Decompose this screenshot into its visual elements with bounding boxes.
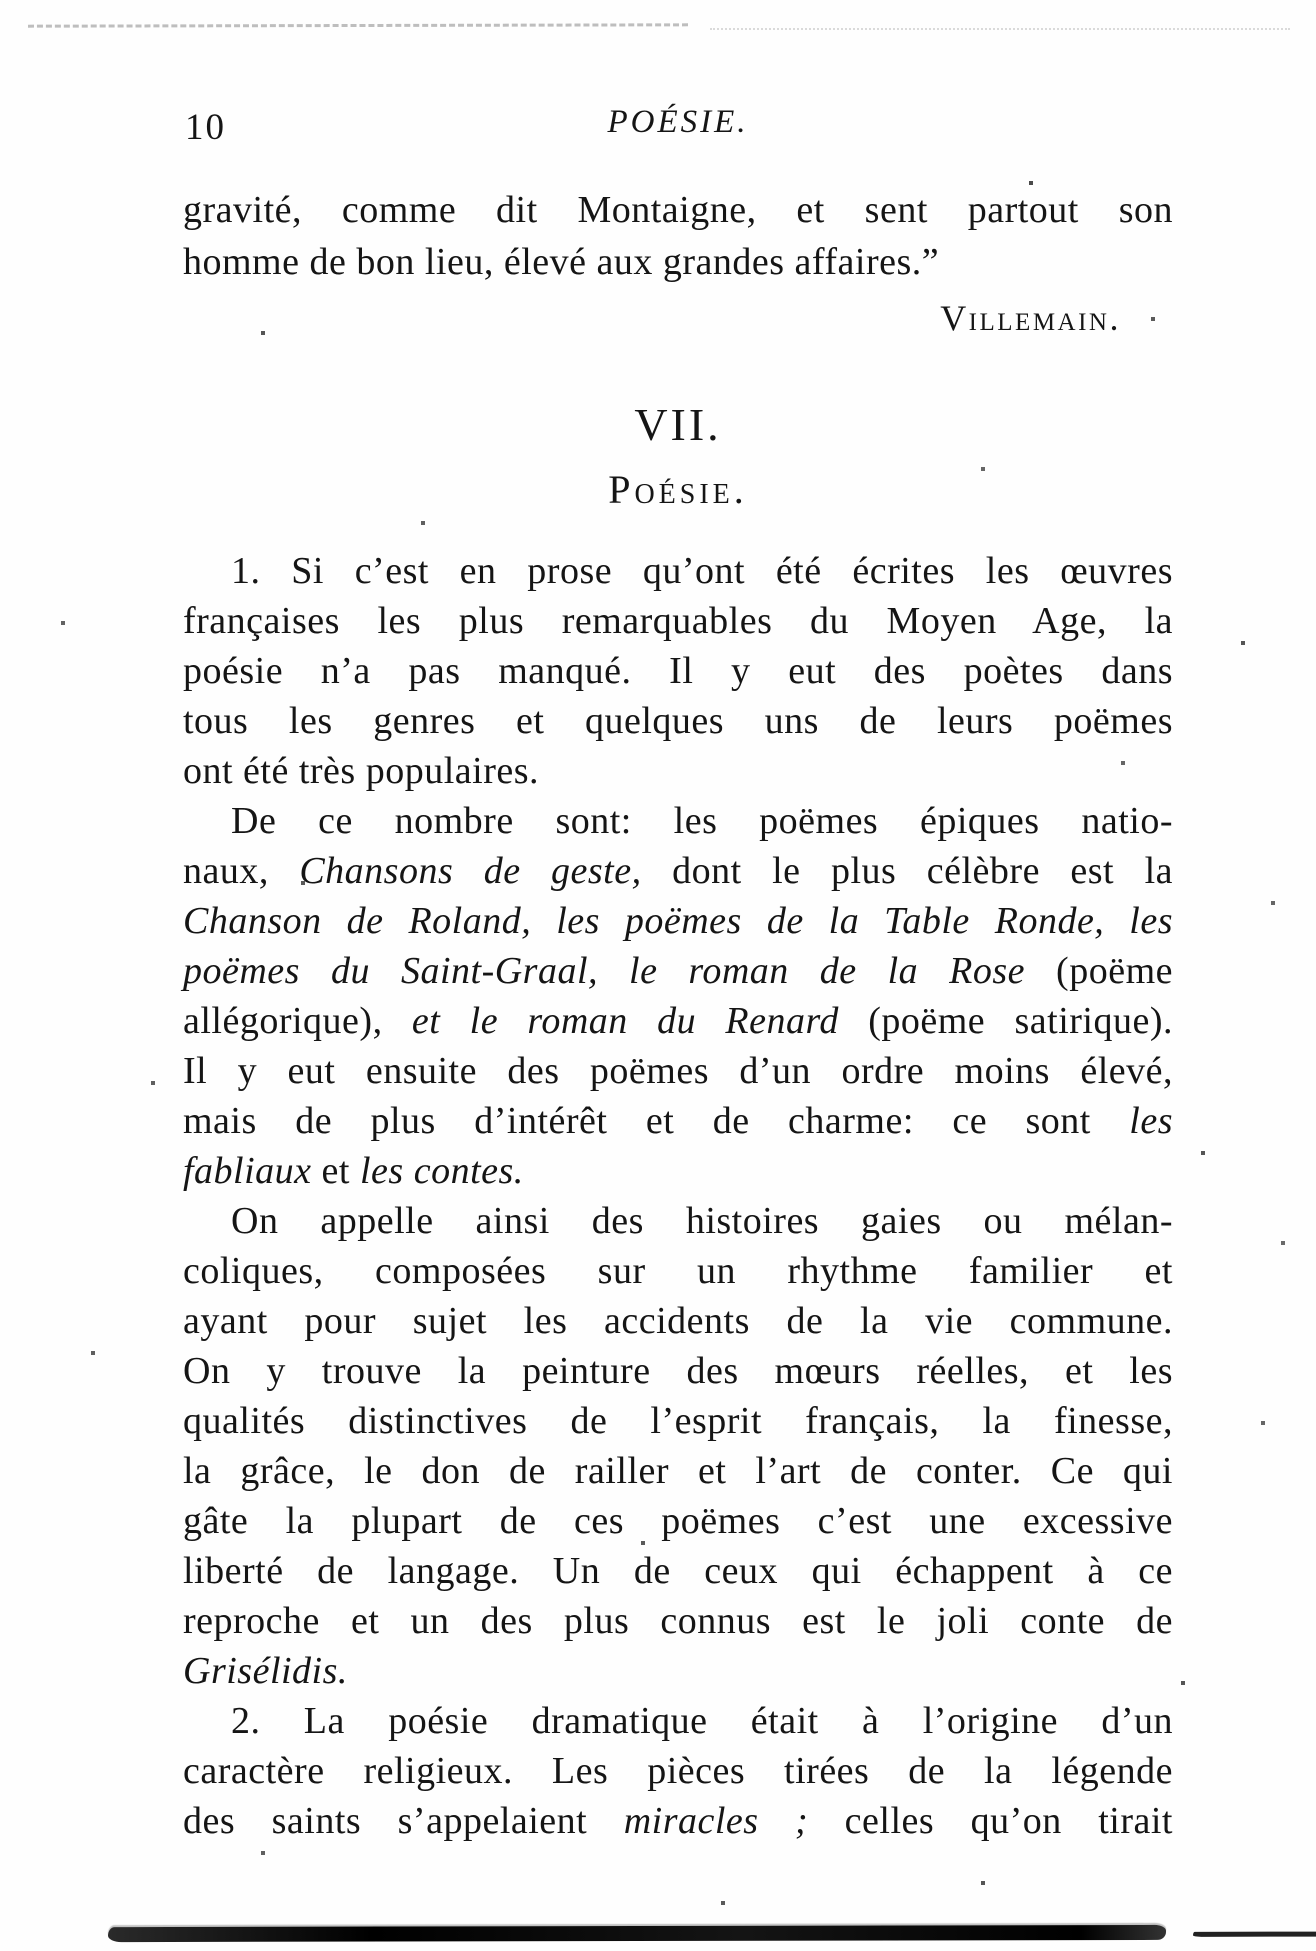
roman-text: tous les genres et quelques uns de leurs poëmes (183, 700, 1173, 742)
italic-text: les (1129, 1100, 1173, 1142)
roman-text: caractère religieux. Les pièces tirées de la légende (183, 1750, 1173, 1792)
text-line (183, 1346, 1173, 1396)
roman-text: la grâce, le don de railler et l’art de conter. Ce qui (183, 1450, 1173, 1492)
italic-text: poëmes du Saint-Graal, le roman de la Rose (183, 950, 1026, 992)
italic-text: fabliaux (183, 1150, 312, 1192)
paragraph (183, 1196, 1173, 1696)
text-line (183, 1746, 1173, 1796)
text-line (183, 1496, 1173, 1546)
roman-text: (poëme satirique). (838, 1000, 1174, 1042)
roman-text: De ce nombre sont: les poëmes épiques natio- (231, 800, 1173, 842)
text-line (183, 796, 1173, 846)
scan-edge-shadow (108, 1925, 1166, 1942)
text-line (183, 646, 1173, 696)
text-line (183, 1696, 1173, 1746)
text-line (183, 184, 1173, 236)
text-line (183, 236, 1173, 288)
italic-text: Chansons de geste, (299, 850, 642, 892)
roman-text: coliques, composées sur un rhythme familier et (183, 1250, 1173, 1292)
roman-text: 2. La poésie dramatique était à l’origine d’un (231, 1700, 1173, 1742)
roman-text: liberté de langage. Un de ceux qui échappent à ce (183, 1550, 1173, 1592)
text-line (183, 1396, 1173, 1446)
roman-text: mais de plus d’intérêt et de charme: ce sont (183, 1100, 1130, 1142)
paragraph (183, 1696, 1173, 1846)
page-header (183, 104, 1173, 148)
page-number: 10 (185, 107, 226, 148)
text-line (183, 696, 1173, 746)
quote-attribution: Villemain. (940, 298, 1121, 338)
scan-artifact-line (710, 28, 1290, 30)
italic-text: les contes. (359, 1150, 524, 1192)
roman-text: 1. Si c’est en prose qu’ont été écrites les œuvres (231, 550, 1173, 592)
section-numeral: VII. (634, 399, 722, 450)
roman-text: qualités distinctives de l’esprit français, la finesse, (183, 1400, 1173, 1442)
roman-text: homme de bon lieu, élevé aux grandes affaires.” (183, 241, 940, 283)
roman-text: On y trouve la peinture des mœurs réelles, et les (183, 1350, 1173, 1392)
roman-text: et (311, 1150, 360, 1192)
italic-text: Grisélidis. (183, 1650, 348, 1692)
roman-text: dont le plus célèbre est la (641, 850, 1173, 892)
text-line (183, 596, 1173, 646)
roman-text: françaises les plus remarquables du Moyen Age, la (183, 600, 1173, 642)
text-line (183, 1096, 1173, 1146)
roman-text: celles qu’on tirait (808, 1800, 1173, 1842)
roman-text: ayant pour sujet les accidents de la vie commune. (183, 1300, 1173, 1342)
text-line (183, 946, 1173, 996)
roman-text: reproche et un des plus connus est le joli conte de (183, 1600, 1173, 1642)
paragraph (183, 546, 1173, 796)
section-title: Poésie. (608, 467, 748, 512)
roman-text: ont été très populaires. (183, 750, 540, 792)
roman-text: gâte la plupart de ces poëmes c’est une excessive (183, 1500, 1173, 1542)
text-line (183, 1146, 1173, 1196)
text-line (183, 846, 1173, 896)
text-line (183, 1246, 1173, 1296)
body-text (183, 546, 1173, 1846)
text-line (183, 1646, 1173, 1696)
running-head: POÉSIE. (607, 104, 749, 140)
roman-text: Il y eut ensuite des poëmes d’un ordre moins élevé, (183, 1050, 1173, 1092)
text-line (183, 996, 1173, 1046)
paragraph (183, 796, 1173, 1196)
roman-text: allégorique), (183, 1000, 412, 1042)
text-line (183, 746, 1173, 796)
text-line (183, 1596, 1173, 1646)
roman-text: naux, (183, 850, 300, 892)
roman-text: des saints s’appelaient (183, 1800, 624, 1842)
text-line (183, 1796, 1173, 1846)
text-line (183, 1546, 1173, 1596)
roman-text: gravité, comme dit Montaigne, et sent partout son (183, 189, 1173, 231)
scan-artifact-line (28, 23, 688, 27)
italic-text: Chanson de Roland, les poëmes de la Table Ronde, les (183, 900, 1173, 942)
roman-text: poésie n’a pas manqué. Il y eut des poètes dans (183, 650, 1173, 692)
text-line (183, 1446, 1173, 1496)
roman-text: On appelle ainsi des histoires gaies ou mélan- (231, 1200, 1173, 1242)
quote-block (183, 184, 1173, 288)
scan-noise (0, 0, 2, 2)
text-line (183, 1296, 1173, 1346)
text-line (183, 1196, 1173, 1246)
text-line (183, 546, 1173, 596)
text-line (183, 896, 1173, 946)
text-line (183, 1046, 1173, 1096)
italic-text: et le roman du Renard (411, 1000, 839, 1042)
roman-text: (poëme (1025, 950, 1173, 992)
italic-text: miracles ; (623, 1800, 809, 1842)
